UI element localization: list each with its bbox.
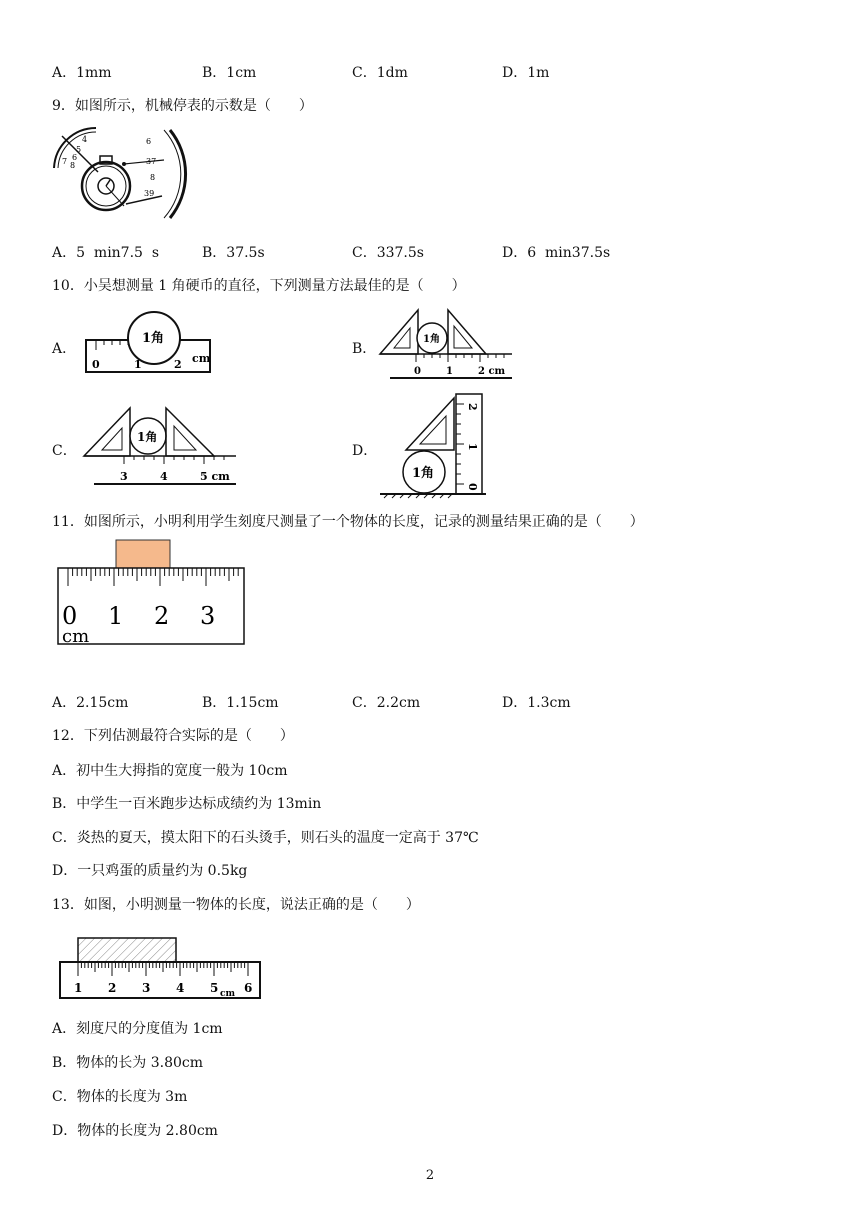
q8-options bbox=[52, 62, 812, 82]
q9-option-b: B．37.5s bbox=[202, 245, 265, 261]
q9-option-a: A．5 min7.5 s bbox=[52, 245, 160, 261]
ruler-unit: cm bbox=[62, 626, 90, 647]
q11-option-b: B．1.15cm bbox=[202, 695, 279, 711]
q12-option-d: D．一只鸡蛋的质量约为 0.5kg bbox=[52, 863, 248, 879]
q10-figure-d bbox=[376, 390, 490, 500]
q12-stem: 12．下列估测最符合实际的是（ ） bbox=[52, 728, 294, 744]
figA-tick-unit: cm bbox=[192, 352, 211, 365]
q10-option-c-label: C． bbox=[52, 443, 77, 459]
coin-label-a: 1角 bbox=[142, 331, 165, 346]
q9-stem: 9．如图所示，机械停表的示数是（ ） bbox=[52, 98, 313, 114]
q12-option-b: B．中学生一百米跑步达标成绩约为 13min bbox=[52, 796, 322, 812]
q9-options bbox=[52, 242, 812, 262]
q10-figure-c bbox=[80, 404, 240, 488]
q11-ruler-figure bbox=[54, 538, 250, 648]
q13-option-c: C．物体的长度为 3m bbox=[52, 1089, 188, 1105]
q10-option-d-label: D． bbox=[352, 443, 378, 459]
q13-ruler-figure bbox=[56, 934, 264, 1002]
figC-tick-1: 4 bbox=[160, 470, 168, 483]
large-dial-39: 39 bbox=[144, 189, 155, 198]
q10-figure-b bbox=[376, 304, 516, 382]
coin-label-c: 1角 bbox=[137, 430, 158, 444]
figB-tick-1: 1 bbox=[446, 366, 453, 377]
large-dial-8: 8 bbox=[150, 173, 156, 182]
small-dial-7: 7 bbox=[62, 157, 68, 166]
figA-tick-0: 0 bbox=[92, 358, 100, 371]
page-number: 2 bbox=[425, 1168, 435, 1183]
q10-option-b-label: B． bbox=[352, 341, 377, 357]
q13-option-b: B．物体的长为 3.80cm bbox=[52, 1055, 204, 1071]
q13-ruler-num-1: 1 bbox=[74, 981, 83, 995]
q13-ruler-num-4: 4 bbox=[176, 981, 185, 995]
q10-stem: 10．小吴想测量 1 角硬币的直径，下列测量方法最佳的是（ ） bbox=[52, 278, 466, 294]
q8-option-a: A．1mm bbox=[52, 65, 112, 81]
figC-tick-2: 5 cm bbox=[200, 470, 230, 483]
q9-option-c: C．337.5s bbox=[352, 245, 424, 261]
figD-tick-2: 2 bbox=[466, 403, 479, 411]
q13-ruler-num-3: 3 bbox=[142, 981, 151, 995]
large-dial-37: 37 bbox=[146, 157, 157, 166]
ruler-num-0: 0 bbox=[62, 602, 78, 630]
figC-tick-0: 3 bbox=[120, 470, 128, 483]
q10-figure-a bbox=[84, 310, 214, 376]
small-dial-5: 5 bbox=[76, 145, 82, 154]
q11-option-a: A．2.15cm bbox=[52, 695, 129, 711]
figB-tick-0: 0 bbox=[414, 366, 421, 377]
ruler-num-1: 1 bbox=[108, 602, 124, 630]
figA-tick-1: 1 bbox=[134, 358, 142, 371]
coin-label-b: 1角 bbox=[423, 334, 440, 345]
q11-option-d: D．1.3cm bbox=[502, 695, 571, 711]
q13-stem: 13．如图，小明测量一物体的长度，说法正确的是（ ） bbox=[52, 897, 420, 913]
q13-ruler-num-2: 2 bbox=[108, 981, 117, 995]
ruler-num-3: 3 bbox=[200, 602, 216, 630]
q8-option-d: D．1m bbox=[502, 65, 550, 81]
q9-option-d: D．6 min37.5s bbox=[502, 245, 611, 261]
measured-block bbox=[116, 540, 170, 568]
stopwatch-figure bbox=[52, 126, 192, 226]
small-dial-8: 8 bbox=[70, 161, 76, 170]
figA-tick-2: 2 bbox=[174, 358, 182, 371]
figD-tick-0: 0 bbox=[466, 483, 479, 491]
q12-option-c: C．炎热的夏天，摸太阳下的石头烫手，则石头的温度一定高于 37℃ bbox=[52, 830, 479, 846]
q13-option-a: A．刻度尺的分度值为 1cm bbox=[52, 1021, 223, 1037]
q8-option-c: C．1dm bbox=[352, 65, 408, 81]
coin-label-d: 1角 bbox=[412, 466, 435, 481]
large-dial-6: 6 bbox=[146, 137, 152, 146]
small-dial-6: 6 bbox=[72, 153, 78, 162]
small-dial-4: 4 bbox=[82, 135, 88, 144]
ruler-num-2: 2 bbox=[154, 602, 170, 630]
q13-ruler-unit: cm bbox=[220, 989, 236, 999]
q13-ruler-num-5: 5 bbox=[210, 981, 219, 995]
q11-option-c: C．2.2cm bbox=[352, 695, 421, 711]
q11-stem: 11．如图所示，小明利用学生刻度尺测量了一个物体的长度，记录的测量结果正确的是（ ） bbox=[52, 514, 644, 530]
q13-option-d: D．物体的长度为 2.80cm bbox=[52, 1123, 218, 1139]
q10-option-a-label: A． bbox=[52, 341, 77, 357]
q11-options bbox=[52, 692, 812, 712]
q8-option-b: B．1cm bbox=[202, 65, 257, 81]
q12-option-a: A．初中生大拇指的宽度一般为 10cm bbox=[52, 763, 288, 779]
q13-ruler-num-6: 6 bbox=[244, 981, 253, 995]
figB-tick-2: 2 cm bbox=[478, 366, 506, 377]
figD-tick-1: 1 bbox=[466, 443, 479, 451]
